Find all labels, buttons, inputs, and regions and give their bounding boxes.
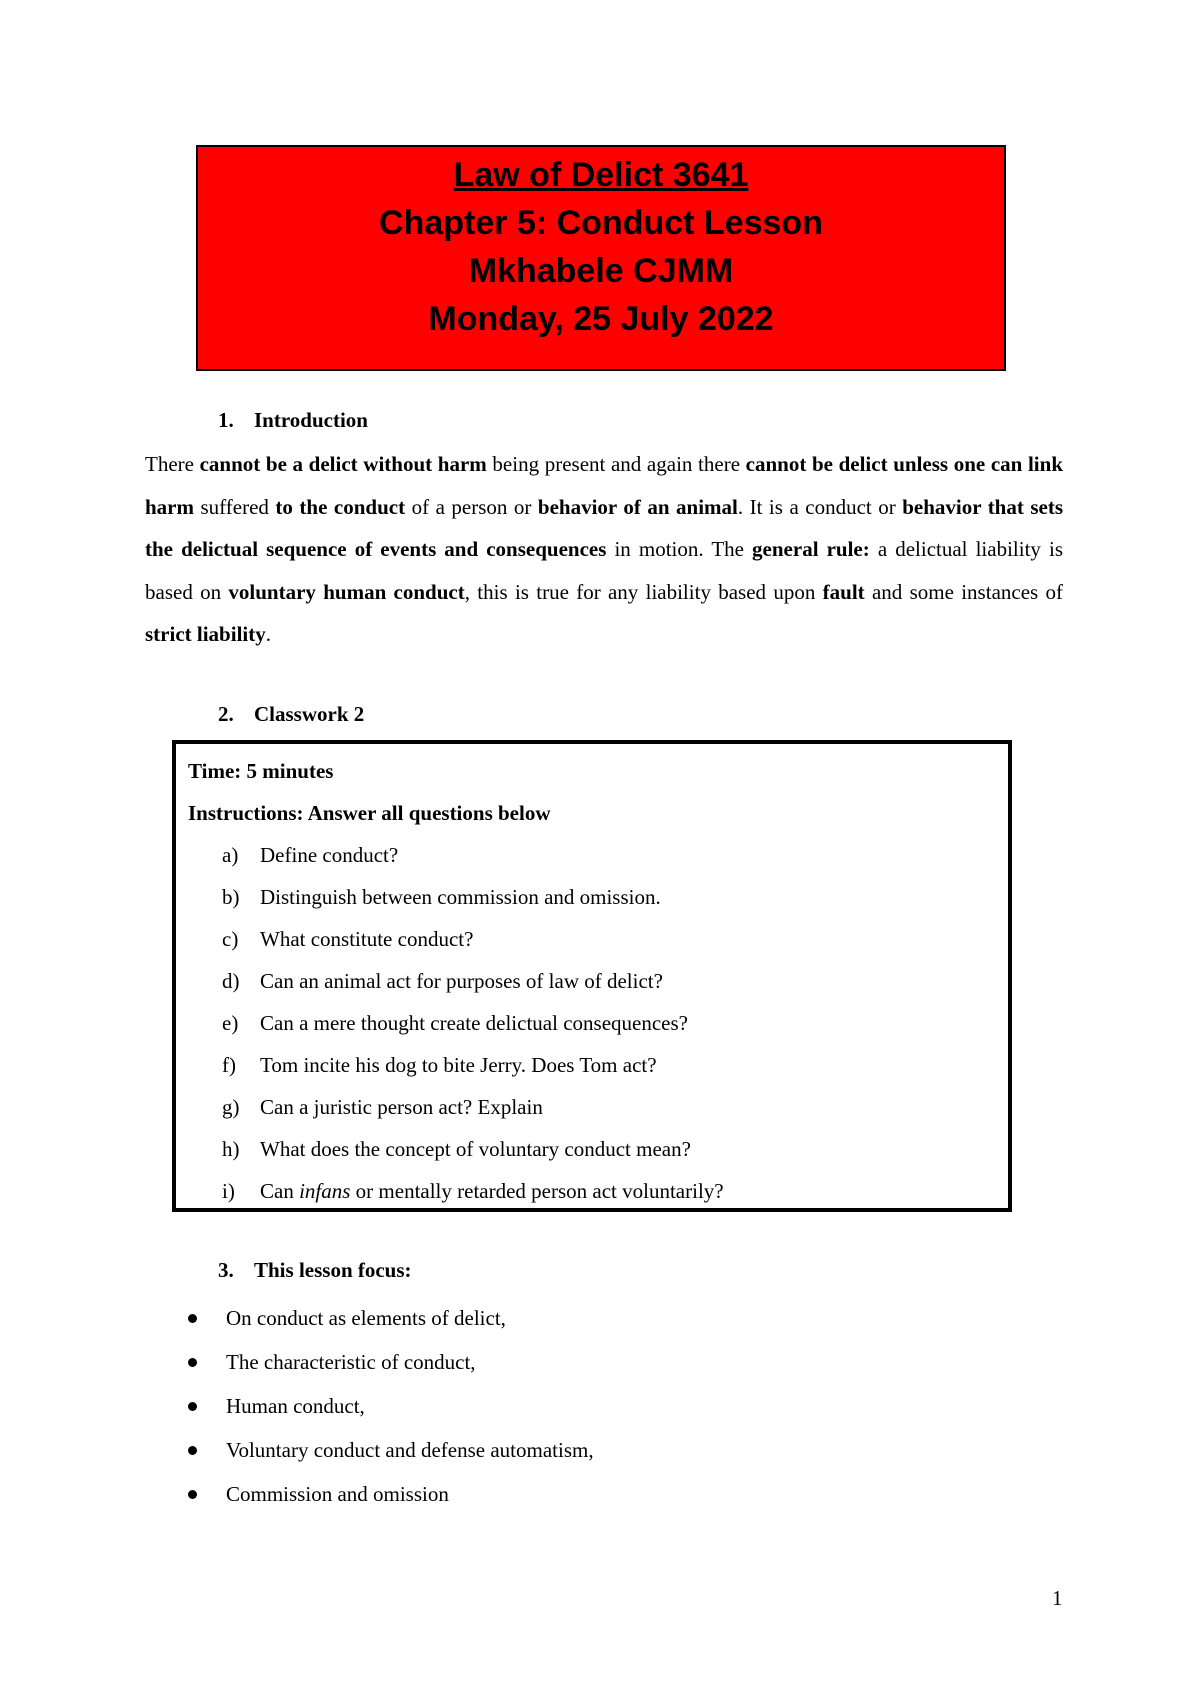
question-text: Can a mere thought create delictual consequences? xyxy=(260,1011,688,1035)
paragraph-bold-segment: cannot be a delict without harm xyxy=(199,452,487,476)
question-item xyxy=(188,1170,996,1212)
question-item xyxy=(188,876,996,918)
question-text-italic: infans xyxy=(299,1179,351,1203)
paragraph-bold-segment: cannot be delict unless one can link harm xyxy=(145,452,1063,519)
question-letter: f) xyxy=(222,1053,236,1077)
question-item xyxy=(188,1002,996,1044)
classwork-box xyxy=(172,740,1012,1212)
question-letter: b) xyxy=(222,885,240,909)
classwork-instructions: Instructions: Answer all questions below xyxy=(188,801,551,825)
question-text: What does the concept of voluntary conduct mean? xyxy=(260,1137,691,1161)
classwork-time: Time: 5 minutes xyxy=(188,759,334,783)
paragraph-segment: and some instances of xyxy=(864,579,1063,604)
paragraph-segment: of a person or xyxy=(405,494,538,519)
page-number: 1 xyxy=(1052,1586,1063,1610)
bullet-text: Voluntary conduct and defense automatism, xyxy=(226,1438,594,1462)
question-text: Can an animal act for purposes of law of delict? xyxy=(260,969,663,993)
bullet-dot-icon xyxy=(188,1402,197,1411)
paragraph-bold-segment: strict liability xyxy=(145,622,266,646)
paragraph-segment: . It is a conduct or xyxy=(737,494,903,519)
section-2-title: Classwork 2 xyxy=(254,702,365,726)
question-text-before: Can xyxy=(260,1179,300,1203)
paragraph-bold-segment: general rule: xyxy=(752,537,870,561)
question-item xyxy=(188,1044,996,1086)
bullet-item xyxy=(180,1472,594,1516)
question-text: Can a juristic person act? Explain xyxy=(260,1095,543,1119)
question-item xyxy=(188,918,996,960)
bullet-item xyxy=(180,1340,594,1384)
section-3-heading xyxy=(218,1258,412,1283)
paragraph-segment: . xyxy=(265,622,271,646)
bullet-text: On conduct as elements of delict, xyxy=(226,1306,506,1330)
question-letter: d) xyxy=(222,969,240,993)
bullet-dot-icon xyxy=(188,1446,197,1455)
paragraph-bold-segment: behavior of an animal xyxy=(537,494,738,519)
question-text xyxy=(260,1170,724,1212)
bullet-dot-icon xyxy=(188,1490,197,1499)
section-3-number: 3. xyxy=(218,1258,234,1282)
paragraph-bold-segment: to the conduct xyxy=(275,494,406,519)
question-list xyxy=(188,834,996,1212)
bullet-item xyxy=(180,1384,594,1428)
paragraph-bold-segment: behavior that sets the delictual sequence of events and consequences xyxy=(145,494,1064,561)
bullet-text: Commission and omission xyxy=(226,1482,449,1506)
question-item xyxy=(188,960,996,1002)
bullet-text: The characteristic of conduct, xyxy=(226,1350,476,1374)
paragraph-segment: , this is true for any liability based upon xyxy=(464,579,823,604)
course-title: Law of Delict 3641 xyxy=(453,156,749,194)
section-3-title: This lesson focus: xyxy=(254,1258,412,1282)
question-letter: a) xyxy=(222,843,239,867)
paragraph-segment: There xyxy=(145,452,200,476)
section-1-title: Introduction xyxy=(254,408,368,432)
section-1-number: 1. xyxy=(218,408,234,432)
paragraph-segment: suffered xyxy=(194,494,276,519)
bullet-text: Human conduct, xyxy=(226,1394,365,1418)
bullet-item xyxy=(180,1296,594,1340)
question-letter: c) xyxy=(222,927,239,951)
chapter-title: Chapter 5: Conduct Lesson xyxy=(379,204,823,242)
paragraph-segment: in motion. The xyxy=(606,537,753,561)
question-item xyxy=(188,1128,996,1170)
introduction-paragraph xyxy=(145,443,1063,656)
bullet-item xyxy=(180,1428,594,1472)
question-text: Define conduct? xyxy=(260,843,399,867)
lesson-date: Monday, 25 July 2022 xyxy=(428,300,774,338)
question-text-after: or mentally retarded person act voluntarily? xyxy=(350,1179,724,1203)
section-2-heading xyxy=(218,702,364,727)
question-text: What constitute conduct? xyxy=(260,927,474,951)
focus-bullet-list xyxy=(180,1296,594,1516)
question-item xyxy=(188,1086,996,1128)
author-name: Mkhabele CJMM xyxy=(468,252,734,290)
question-letter: h) xyxy=(222,1137,240,1161)
bullet-dot-icon xyxy=(188,1314,197,1323)
question-letter: g) xyxy=(222,1095,240,1119)
paragraph-segment: being present and again there xyxy=(486,452,746,476)
paragraph-segment: a delictual liability is based on xyxy=(145,537,1063,604)
title-box xyxy=(196,145,1006,371)
section-1-heading xyxy=(218,408,368,433)
question-letter: i) xyxy=(222,1179,235,1203)
question-letter: e) xyxy=(222,1011,239,1035)
bullet-dot-icon xyxy=(188,1358,197,1367)
question-text: Distinguish between commission and omission. xyxy=(260,885,661,909)
question-item xyxy=(188,834,996,876)
paragraph-bold-segment: voluntary human conduct xyxy=(228,579,465,604)
section-2-number: 2. xyxy=(218,702,234,726)
question-text: Tom incite his dog to bite Jerry. Does Tom act? xyxy=(260,1053,657,1077)
paragraph-bold-segment: fault xyxy=(822,579,865,604)
